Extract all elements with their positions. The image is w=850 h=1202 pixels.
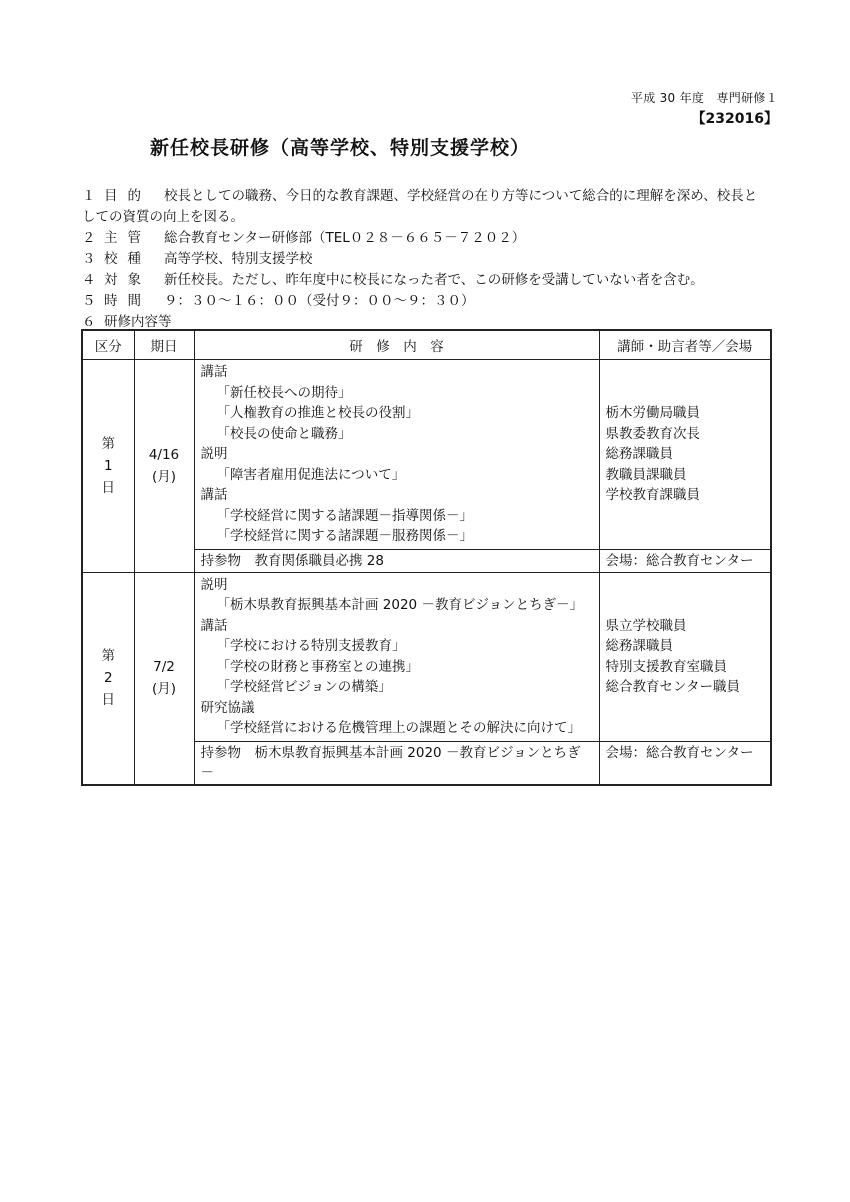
belongings: 持参物 栃木県教育振興基本計画 2020 －教育ビジョンとちぎ－ [194, 741, 599, 785]
session-content: 説明 「栃木県教育振興基本計画 2020 －教育ビジョンとちぎ－」 講話 「学校における特別支援教育」 「学校の財務と事務室との連携」 「学校経営ビジョンの構築」 研究協議 「学校経営における危機管理上の課題とその解決に向けて」 [194, 572, 599, 741]
day-label: 第 1 日 [82, 360, 134, 573]
header-content: 研 修 内 容 [194, 330, 599, 360]
belongings: 持参物 教育関係職員必携 28 [194, 549, 599, 572]
header-lecturer: 講師・助言者等／会場 [599, 330, 771, 360]
list-item: ４ 対象 新任校長。ただし、昨年度中に校長になった者で、この研修を受講していない者を含む。 [82, 272, 704, 288]
table-row [82, 572, 771, 741]
header-kubun: 区分 [82, 330, 134, 360]
fiscal-year-label: 平成 30 年度 専門研修１ [630, 91, 778, 105]
lecturer-list: 県立学校職員 総務課職員 特別支援教育室職員 総合教育センター職員 [599, 572, 771, 741]
session-date: 7/2 (月) [134, 572, 194, 785]
list-item: １ 目的 校長としての職務、今日的な教育課題、学校経営の在り方等について総合的に理解を深め、校長と [82, 188, 758, 204]
session-content: 講話 「新任校長への期待」 「人権教育の推進と校長の役割」 「校長の使命と職務」 説明 「障害者雇用促進法について」 講話 「学校経営に関する諸課題－指導関係－」 「学校経営に関する諸課題－服務関係－」 [194, 360, 599, 550]
course-code: 【232016】 [691, 111, 778, 127]
venue: 会場：総合教育センター [599, 549, 771, 572]
table-row [82, 360, 771, 550]
page-title: 新任校長研修（高等学校、特別支援学校） [150, 137, 531, 159]
header-date: 期日 [134, 330, 194, 360]
table-header-row [82, 330, 771, 360]
list-item-continuation: しての資質の向上を図る。 [82, 209, 244, 225]
day-label: 第 2 日 [82, 572, 134, 785]
session-date: 4/16 (月) [134, 360, 194, 573]
list-item: ６ 研修内容等 [82, 314, 172, 330]
overview-list [82, 186, 782, 333]
lecturer-list: 栃木労働局職員 県教委教育次長 総務課職員 教職員課職員 学校教育課職員 [599, 360, 771, 550]
list-item: ５ 時間 ９：３０～１６：００（受付９：００～９：３０） [82, 293, 475, 309]
list-item: ３ 校種 高等学校、特別支援学校 [82, 251, 313, 267]
list-item: ２ 主管 総合教育センター研修部（TEL０２８－６６５－７２０２） [82, 230, 526, 246]
schedule-table [81, 329, 772, 786]
venue: 会場：総合教育センター [599, 741, 771, 785]
